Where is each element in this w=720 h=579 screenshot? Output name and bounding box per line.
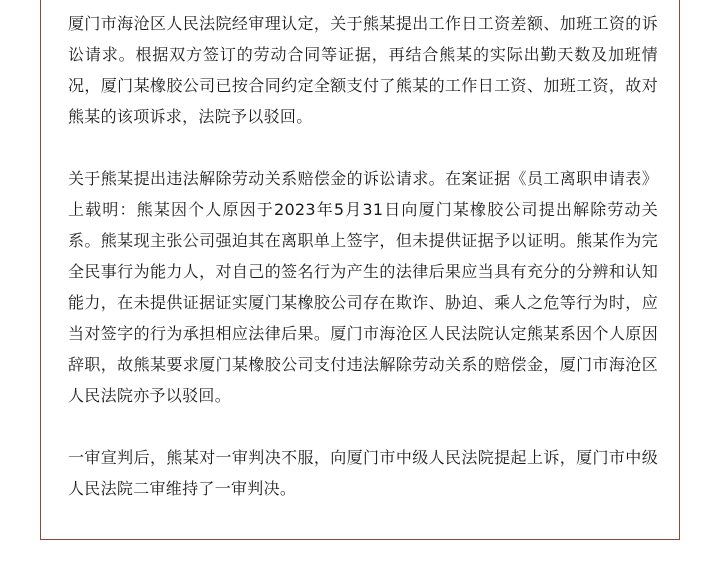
- paragraph-appeal-outcome: 一审宣判后，熊某对一审判决不服，向厦门市中级人民法院提起上诉，厦门市中级人民法院二审维持了一审判决。: [68, 448, 658, 498]
- paragraph-wage-claim: 厦门市海沧区人民法院经审理认定，关于熊某提出工作日工资差额、加班工资的诉讼请求。根据双方签订的劳动合同等证据，再结合熊某的实际出勤天数及加班情况，厦门某橡胶公司已按合同约定全额支付了熊某的工作日工资、加班工资，故对熊某的该项诉求，法院予以驳回。: [68, 14, 658, 126]
- paragraph-compensation-claim: 关于熊某提出违法解除劳动关系赔偿金的诉讼请求。在案证据《员工离职申请表》上载明：熊某因个人原因于2023年5月31日向厦门某橡胶公司提出解除劳动关系。熊某现主张公司强迫其在离职单上签字，但未提供证据予以证明。熊某作为完全民事行为能力人，对自己的签名行为产生的法律后果应当具有充分的分辨和认知能力，在未提供证据证实厦门某橡胶公司存在欺诈、胁迫、乘人之危等行为时，应当对签字的行为承担相应法律后果。厦门市海沧区人民法院认定熊某系因个人原因辞职，故熊某要求厦门某橡胶公司支付违法解除劳动关系的赔偿金，厦门市海沧区人民法院亦予以驳回。: [68, 169, 658, 405]
- article-body: [68, 8, 658, 504]
